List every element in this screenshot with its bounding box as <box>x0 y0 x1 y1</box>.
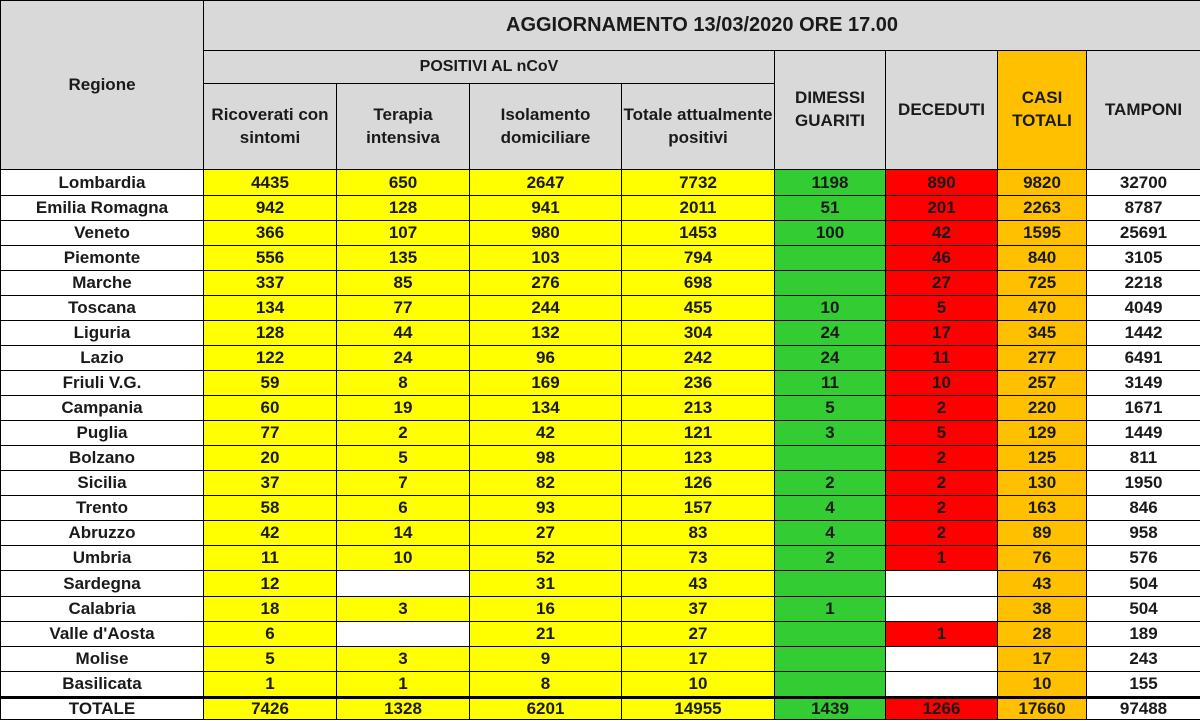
deceduti-cell: 890 <box>886 170 998 195</box>
table-row <box>1 421 1200 446</box>
table-row <box>1 370 1200 395</box>
totale-positivi-cell: 242 <box>622 345 775 370</box>
page-title: AGGIORNAMENTO 13/03/2020 ORE 17.00 <box>204 1 1200 51</box>
region-cell: Umbria <box>1 546 204 571</box>
table-row <box>1 245 1200 270</box>
terapia-cell: 77 <box>337 295 470 320</box>
terapia-cell: 5 <box>337 446 470 471</box>
table-row <box>1 546 1200 571</box>
casi-cell: 17 <box>998 646 1087 671</box>
totale-positivi-cell: 73 <box>622 546 775 571</box>
deceduti-cell <box>886 571 998 596</box>
tamponi-cell: 3105 <box>1087 245 1200 270</box>
totale-positivi-cell: 27 <box>622 621 775 646</box>
deceduti-cell: 11 <box>886 345 998 370</box>
dimessi-cell: 2 <box>775 546 886 571</box>
casi-cell: 89 <box>998 521 1087 546</box>
ricoverati-cell: 6 <box>204 621 337 646</box>
terapia-cell <box>337 571 470 596</box>
region-cell: Emilia Romagna <box>1 195 204 220</box>
dimessi-cell: 51 <box>775 195 886 220</box>
terapia-cell: 3 <box>337 646 470 671</box>
isolamento-cell: 244 <box>470 295 622 320</box>
deceduti-cell: 42 <box>886 220 998 245</box>
isolamento-cell: 82 <box>470 471 622 496</box>
dimessi-cell <box>775 571 886 596</box>
dimessi-cell: 10 <box>775 295 886 320</box>
deceduti-cell: 17 <box>886 320 998 345</box>
total-deceduti: 1266 <box>886 697 998 719</box>
casi-cell: 220 <box>998 396 1087 421</box>
tamponi-cell: 504 <box>1087 596 1200 621</box>
totale-positivi-cell: 1453 <box>622 220 775 245</box>
header-regione: Regione <box>1 1 204 170</box>
casi-cell: 9820 <box>998 170 1087 195</box>
ricoverati-cell: 60 <box>204 396 337 421</box>
ricoverati-cell: 337 <box>204 270 337 295</box>
terapia-cell: 85 <box>337 270 470 295</box>
dimessi-cell: 4 <box>775 521 886 546</box>
casi-cell: 2263 <box>998 195 1087 220</box>
deceduti-cell <box>886 671 998 697</box>
dimessi-cell: 100 <box>775 220 886 245</box>
isolamento-cell: 27 <box>470 521 622 546</box>
table-row <box>1 295 1200 320</box>
region-cell: Molise <box>1 646 204 671</box>
casi-cell: 76 <box>998 546 1087 571</box>
dimessi-cell: 4 <box>775 496 886 521</box>
region-cell: Valle d'Aosta <box>1 621 204 646</box>
dimessi-cell <box>775 270 886 295</box>
ricoverati-cell: 58 <box>204 496 337 521</box>
isolamento-cell: 93 <box>470 496 622 521</box>
ricoverati-cell: 77 <box>204 421 337 446</box>
deceduti-cell: 1 <box>886 546 998 571</box>
table-row <box>1 270 1200 295</box>
header-ricoverati: Ricoverati con sintomi <box>204 84 337 170</box>
casi-cell: 125 <box>998 446 1087 471</box>
tamponi-cell: 1950 <box>1087 471 1200 496</box>
region-cell: Basilicata <box>1 671 204 697</box>
isolamento-cell: 980 <box>470 220 622 245</box>
region-cell: Friuli V.G. <box>1 370 204 395</box>
dimessi-cell: 11 <box>775 370 886 395</box>
terapia-cell: 2 <box>337 421 470 446</box>
tamponi-cell: 25691 <box>1087 220 1200 245</box>
ricoverati-cell: 4435 <box>204 170 337 195</box>
deceduti-cell: 2 <box>886 446 998 471</box>
ricoverati-cell: 366 <box>204 220 337 245</box>
casi-cell: 725 <box>998 270 1087 295</box>
isolamento-cell: 134 <box>470 396 622 421</box>
isolamento-cell: 103 <box>470 245 622 270</box>
deceduti-cell: 2 <box>886 396 998 421</box>
totale-positivi-cell: 83 <box>622 521 775 546</box>
isolamento-cell: 8 <box>470 671 622 697</box>
region-cell: Puglia <box>1 421 204 446</box>
region-cell: Liguria <box>1 320 204 345</box>
ricoverati-cell: 1 <box>204 671 337 697</box>
casi-cell: 38 <box>998 596 1087 621</box>
totale-positivi-cell: 698 <box>622 270 775 295</box>
table-row <box>1 571 1200 596</box>
tamponi-cell: 846 <box>1087 496 1200 521</box>
region-cell: Sardegna <box>1 571 204 596</box>
header-deceduti: DECEDUTI <box>886 51 998 170</box>
tamponi-cell: 6491 <box>1087 345 1200 370</box>
table-row <box>1 170 1200 195</box>
isolamento-cell: 169 <box>470 370 622 395</box>
deceduti-cell: 27 <box>886 270 998 295</box>
totale-positivi-cell: 17 <box>622 646 775 671</box>
table-row <box>1 446 1200 471</box>
ricoverati-cell: 11 <box>204 546 337 571</box>
isolamento-cell: 98 <box>470 446 622 471</box>
tamponi-cell: 1449 <box>1087 421 1200 446</box>
totale-positivi-cell: 455 <box>622 295 775 320</box>
casi-cell: 10 <box>998 671 1087 697</box>
ricoverati-cell: 122 <box>204 345 337 370</box>
terapia-cell: 650 <box>337 170 470 195</box>
isolamento-cell: 16 <box>470 596 622 621</box>
header-positivi-group: POSITIVI AL nCoV <box>204 51 775 84</box>
tamponi-cell: 155 <box>1087 671 1200 697</box>
isolamento-cell: 2647 <box>470 170 622 195</box>
isolamento-cell: 9 <box>470 646 622 671</box>
tamponi-cell: 32700 <box>1087 170 1200 195</box>
table-row <box>1 396 1200 421</box>
casi-cell: 130 <box>998 471 1087 496</box>
deceduti-cell: 2 <box>886 521 998 546</box>
header-isolamento: Isolamento domiciliare <box>470 84 622 170</box>
total-ricoverati: 7426 <box>204 697 337 719</box>
totale-positivi-cell: 10 <box>622 671 775 697</box>
terapia-cell <box>337 621 470 646</box>
tamponi-cell: 811 <box>1087 446 1200 471</box>
dimessi-cell <box>775 446 886 471</box>
tamponi-cell: 4049 <box>1087 295 1200 320</box>
table-row <box>1 320 1200 345</box>
dimessi-cell: 24 <box>775 345 886 370</box>
terapia-cell: 128 <box>337 195 470 220</box>
table-row <box>1 345 1200 370</box>
totale-positivi-cell: 121 <box>622 421 775 446</box>
tamponi-cell: 1671 <box>1087 396 1200 421</box>
region-cell: Lombardia <box>1 170 204 195</box>
region-cell: Calabria <box>1 596 204 621</box>
dimessi-cell: 2 <box>775 471 886 496</box>
casi-cell: 840 <box>998 245 1087 270</box>
totale-positivi-cell: 236 <box>622 370 775 395</box>
ricoverati-cell: 42 <box>204 521 337 546</box>
isolamento-cell: 31 <box>470 571 622 596</box>
isolamento-cell: 941 <box>470 195 622 220</box>
terapia-cell: 135 <box>337 245 470 270</box>
region-cell: Sicilia <box>1 471 204 496</box>
dimessi-cell <box>775 245 886 270</box>
totale-positivi-cell: 37 <box>622 596 775 621</box>
total-label: TOTALE <box>1 697 204 719</box>
dimessi-cell <box>775 646 886 671</box>
casi-cell: 470 <box>998 295 1087 320</box>
casi-cell: 129 <box>998 421 1087 446</box>
region-cell: Toscana <box>1 295 204 320</box>
ricoverati-cell: 942 <box>204 195 337 220</box>
total-tamponi: 97488 <box>1087 697 1200 719</box>
region-cell: Piemonte <box>1 245 204 270</box>
table-row <box>1 621 1200 646</box>
region-cell: Bolzano <box>1 446 204 471</box>
tamponi-cell: 243 <box>1087 646 1200 671</box>
table-row <box>1 471 1200 496</box>
totale-positivi-cell: 126 <box>622 471 775 496</box>
deceduti-cell <box>886 646 998 671</box>
tamponi-cell: 1442 <box>1087 320 1200 345</box>
casi-cell: 345 <box>998 320 1087 345</box>
ricoverati-cell: 12 <box>204 571 337 596</box>
totale-positivi-cell: 7732 <box>622 170 775 195</box>
deceduti-cell: 5 <box>886 295 998 320</box>
terapia-cell: 107 <box>337 220 470 245</box>
terapia-cell: 1 <box>337 671 470 697</box>
header-tamponi: TAMPONI <box>1087 51 1200 170</box>
terapia-cell: 14 <box>337 521 470 546</box>
total-dimessi: 1439 <box>775 697 886 719</box>
tamponi-cell: 958 <box>1087 521 1200 546</box>
terapia-cell: 24 <box>337 345 470 370</box>
ricoverati-cell: 59 <box>204 370 337 395</box>
deceduti-cell: 5 <box>886 421 998 446</box>
region-cell: Campania <box>1 396 204 421</box>
totale-positivi-cell: 123 <box>622 446 775 471</box>
tamponi-cell: 2218 <box>1087 270 1200 295</box>
header-totale-positivi: Totale attualmente positivi <box>622 84 775 170</box>
casi-cell: 28 <box>998 621 1087 646</box>
table-row <box>1 646 1200 671</box>
table-row <box>1 220 1200 245</box>
table-row <box>1 596 1200 621</box>
ricoverati-cell: 5 <box>204 646 337 671</box>
isolamento-cell: 42 <box>470 421 622 446</box>
ricoverati-cell: 128 <box>204 320 337 345</box>
isolamento-cell: 276 <box>470 270 622 295</box>
ricoverati-cell: 18 <box>204 596 337 621</box>
deceduti-cell: 46 <box>886 245 998 270</box>
dimessi-cell: 5 <box>775 396 886 421</box>
dimessi-cell: 1 <box>775 596 886 621</box>
terapia-cell: 3 <box>337 596 470 621</box>
region-cell: Marche <box>1 270 204 295</box>
totale-positivi-cell: 304 <box>622 320 775 345</box>
header-casi: CASI TOTALI <box>998 51 1087 170</box>
casi-cell: 1595 <box>998 220 1087 245</box>
tamponi-cell: 3149 <box>1087 370 1200 395</box>
dimessi-cell: 24 <box>775 320 886 345</box>
terapia-cell: 8 <box>337 370 470 395</box>
terapia-cell: 6 <box>337 496 470 521</box>
table-row <box>1 195 1200 220</box>
deceduti-cell: 10 <box>886 370 998 395</box>
casi-cell: 43 <box>998 571 1087 596</box>
deceduti-cell <box>886 596 998 621</box>
casi-cell: 163 <box>998 496 1087 521</box>
total-casi: 17660 <box>998 697 1087 719</box>
dimessi-cell <box>775 621 886 646</box>
total-row <box>1 697 1200 719</box>
totale-positivi-cell: 2011 <box>622 195 775 220</box>
deceduti-cell: 1 <box>886 621 998 646</box>
isolamento-cell: 21 <box>470 621 622 646</box>
tamponi-cell: 189 <box>1087 621 1200 646</box>
totale-positivi-cell: 213 <box>622 396 775 421</box>
tamponi-cell: 504 <box>1087 571 1200 596</box>
region-cell: Trento <box>1 496 204 521</box>
isolamento-cell: 52 <box>470 546 622 571</box>
isolamento-cell: 96 <box>470 345 622 370</box>
ricoverati-cell: 556 <box>204 245 337 270</box>
table-row <box>1 521 1200 546</box>
dimessi-cell: 3 <box>775 421 886 446</box>
totale-positivi-cell: 794 <box>622 245 775 270</box>
deceduti-cell: 2 <box>886 496 998 521</box>
terapia-cell: 7 <box>337 471 470 496</box>
totale-positivi-cell: 157 <box>622 496 775 521</box>
isolamento-cell: 132 <box>470 320 622 345</box>
region-cell: Lazio <box>1 345 204 370</box>
ricoverati-cell: 37 <box>204 471 337 496</box>
table-body <box>1 170 1200 697</box>
total-isolamento: 6201 <box>470 697 622 719</box>
header-dimessi: DIMESSI GUARITI <box>775 51 886 170</box>
dimessi-cell: 1198 <box>775 170 886 195</box>
header-terapia: Terapia intensiva <box>337 84 470 170</box>
ricoverati-cell: 20 <box>204 446 337 471</box>
totale-positivi-cell: 43 <box>622 571 775 596</box>
casi-cell: 277 <box>998 345 1087 370</box>
deceduti-cell: 2 <box>886 471 998 496</box>
table-row <box>1 671 1200 697</box>
tamponi-cell: 576 <box>1087 546 1200 571</box>
casi-cell: 257 <box>998 370 1087 395</box>
terapia-cell: 44 <box>337 320 470 345</box>
tamponi-cell: 8787 <box>1087 195 1200 220</box>
region-cell: Abruzzo <box>1 521 204 546</box>
total-totale-positivi: 14955 <box>622 697 775 719</box>
deceduti-cell: 201 <box>886 195 998 220</box>
ricoverati-cell: 134 <box>204 295 337 320</box>
total-terapia: 1328 <box>337 697 470 719</box>
table-row <box>1 496 1200 521</box>
terapia-cell: 19 <box>337 396 470 421</box>
region-cell: Veneto <box>1 220 204 245</box>
terapia-cell: 10 <box>337 546 470 571</box>
dimessi-cell <box>775 671 886 697</box>
